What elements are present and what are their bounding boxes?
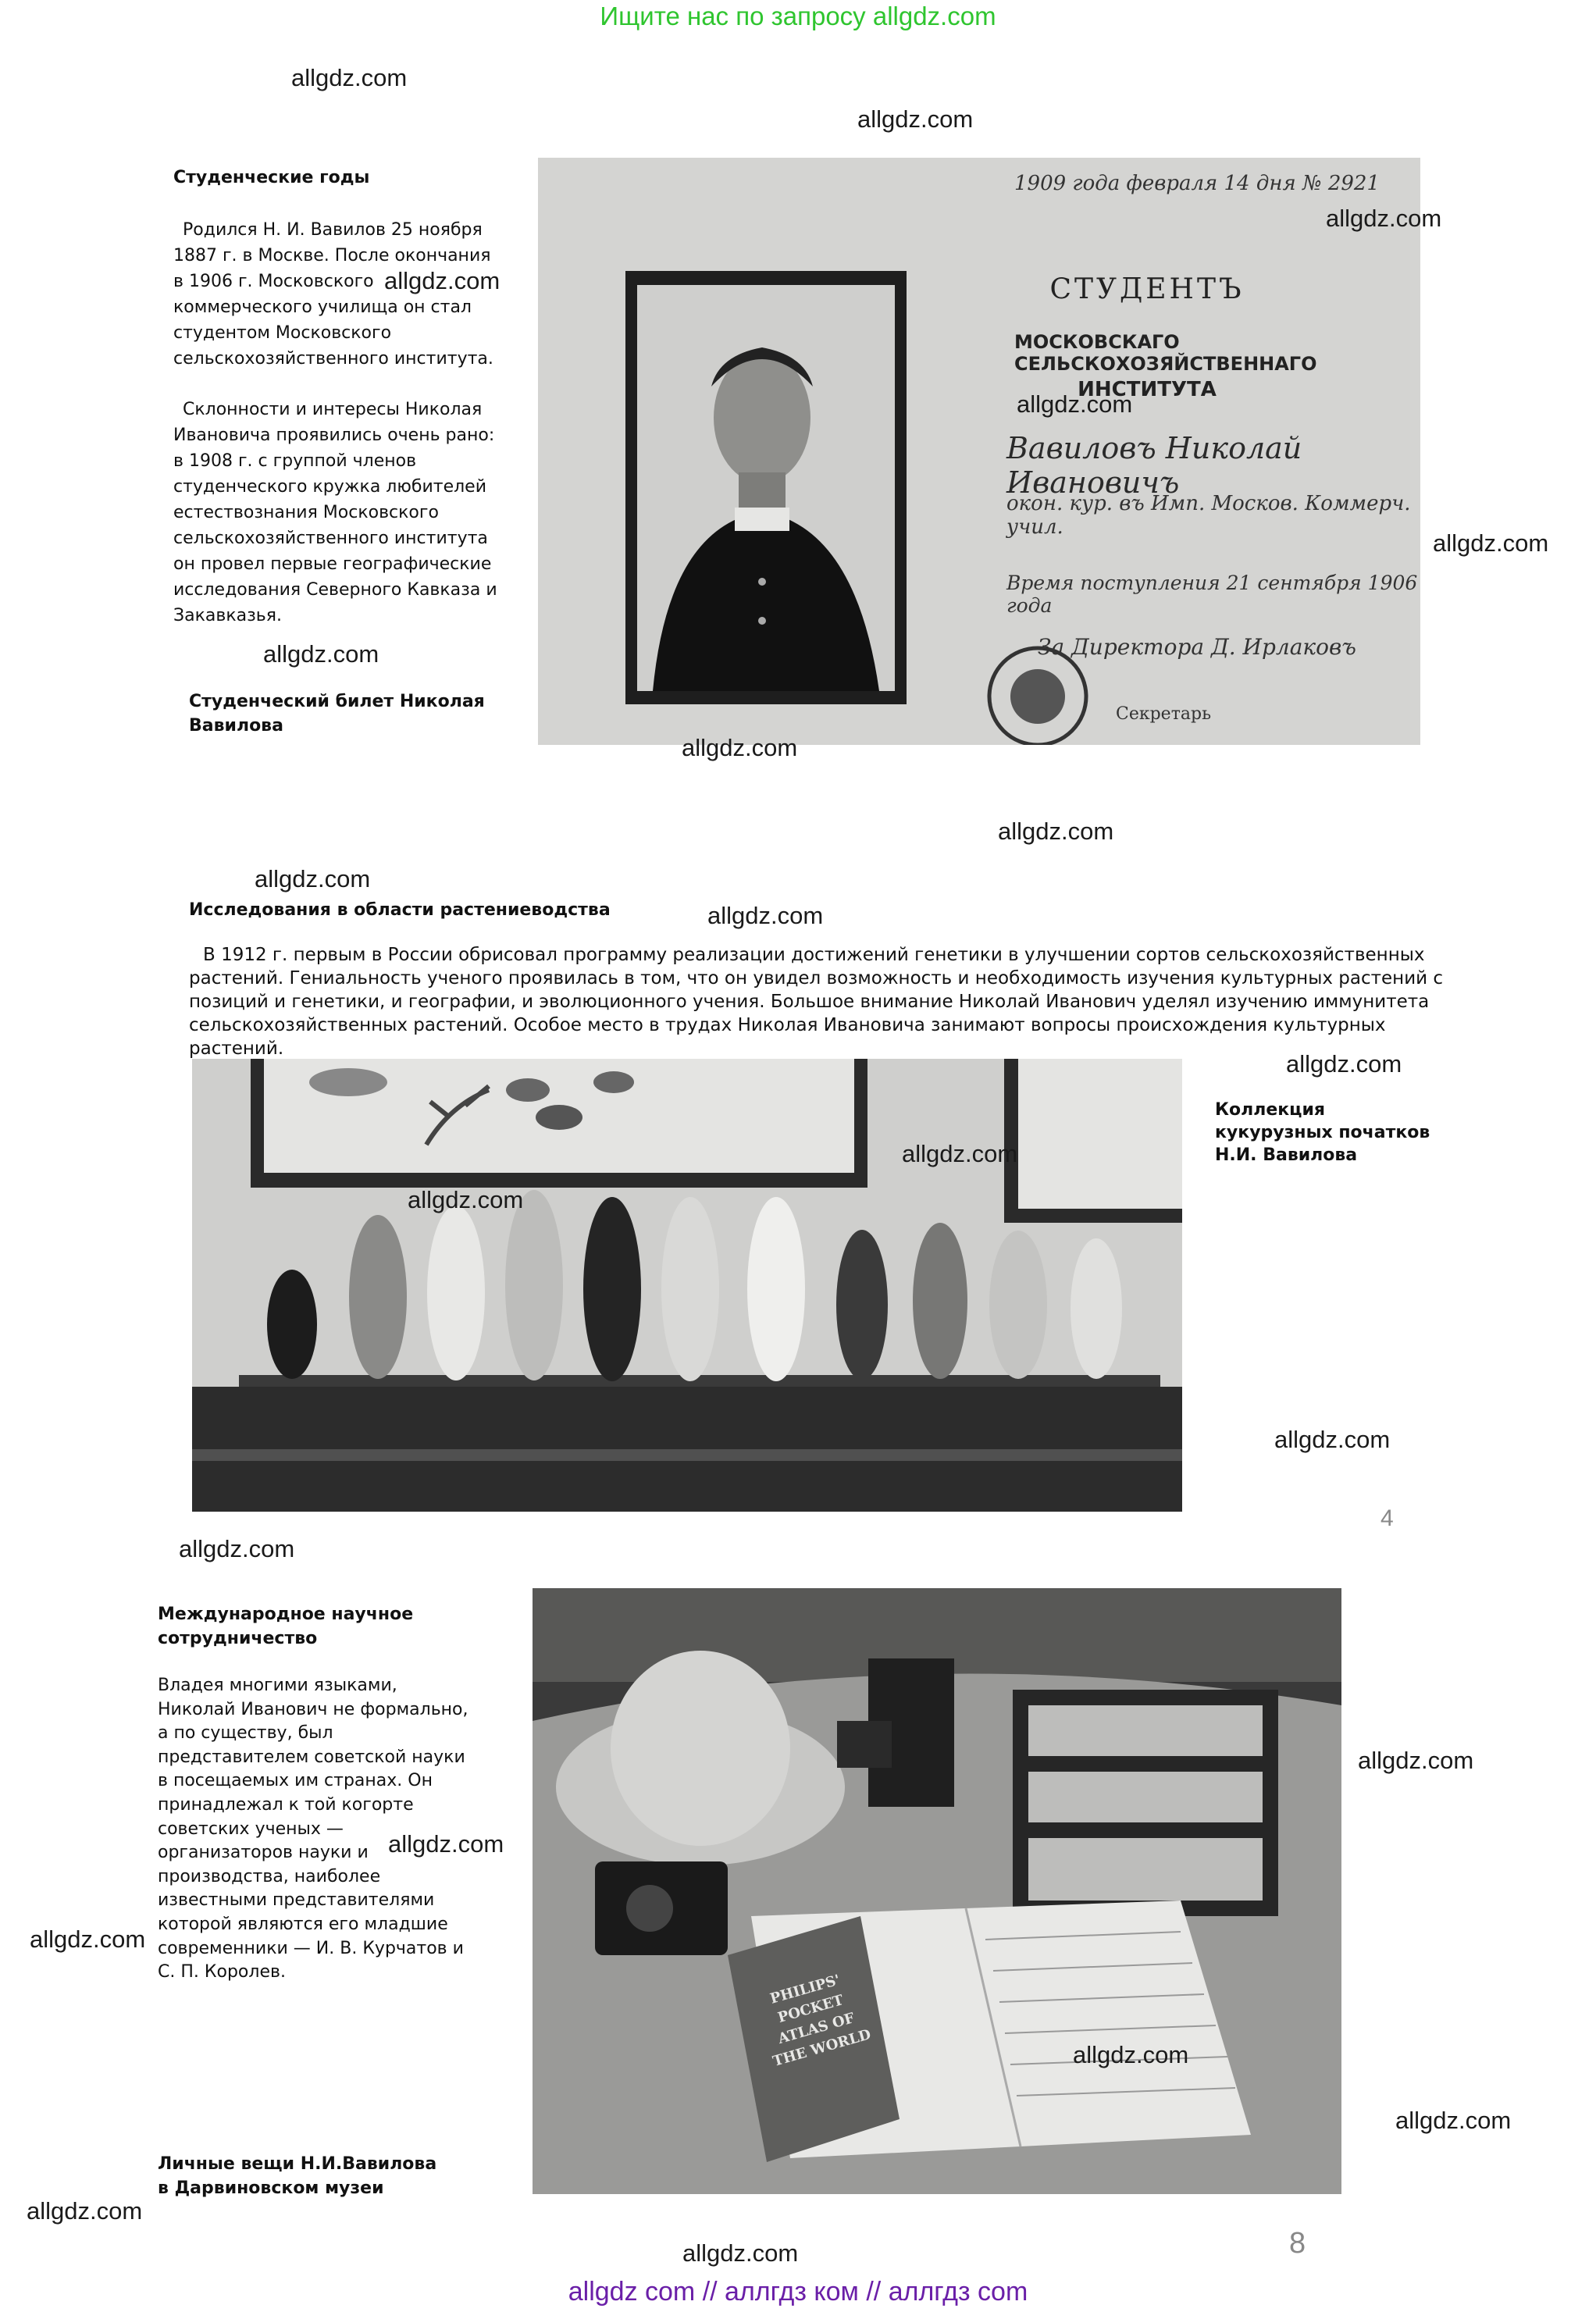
ticket-institute-line1: МОСКОВСКАГО СЕЛЬСКОХОЗЯЙСТВЕННАГО xyxy=(1014,331,1317,375)
watermark: allgdz.com xyxy=(263,640,379,668)
footer-links[interactable]: allgdz com // аллгдз ком // аллгдз com xyxy=(568,2277,1028,2307)
section1-para2: Склонности и интересы Николая Ивановича проявились очень рано: в 1908 г. с группой членов студенческого кружка любителей естествознания Московского сельскохозяйственного института он провел первые географические исследования Северного Кавказа и Закавказья. xyxy=(173,400,497,625)
watermark: allgdz.com xyxy=(388,1830,504,1858)
section2-caption: Коллекция кукурузных початков Н.И. Вавилова xyxy=(1215,1100,1430,1165)
watermark: allgdz.com xyxy=(1358,1747,1474,1774)
ticket-institute-line2: ИНСТИТУТА xyxy=(1078,378,1217,401)
watermark: allgdz.com xyxy=(857,105,974,133)
watermark: allgdz.com xyxy=(1433,529,1549,557)
ticket-date-line: 1909 года февраля 14 дня № 2921 xyxy=(1014,172,1380,195)
watermark: allgdz.com xyxy=(27,2197,143,2225)
ticket-secretary: Секретарь xyxy=(1116,704,1212,724)
ticket-admission: Время поступления 21 сентября 1906 года xyxy=(1006,572,1418,617)
watermark: allgdz.com xyxy=(902,1140,1018,1167)
personal-belongings-photo xyxy=(533,1588,1341,2194)
personal-belongings-image xyxy=(533,1588,1341,2194)
watermark: allgdz.com xyxy=(1274,1426,1391,1453)
watermark: allgdz.com xyxy=(1073,2041,1189,2068)
ticket-stamp xyxy=(983,642,1092,745)
watermark: allgdz.com xyxy=(408,1186,524,1213)
student-ticket-photo xyxy=(538,158,1420,745)
ticket-school: окон. кур. въ Имп. Москов. Коммерч. учил. xyxy=(1006,492,1411,539)
section1-caption: Студенческий билет Николая Вавилова xyxy=(189,692,485,736)
watermark: allgdz.com xyxy=(1395,2107,1512,2134)
section3-para: Владея многими языками, Николай Иванович не формально, а по существу, был представителем советской науки в посещаемых им странах. Он принадлежал к той когорте советских ученых — организаторов науки и производства, наиболее известными представителями которой являются его младшие современники — И. В. Курчатов и С. П. Королев. xyxy=(158,1676,468,1982)
watermark: allgdz.com xyxy=(384,267,501,294)
atlas-title: PHILIPS' POCKET ATLAS OF THE WORLD xyxy=(768,1972,873,2070)
watermark: allgdz.com xyxy=(1286,1050,1402,1078)
watermark: allgdz.com xyxy=(255,865,371,892)
section1-para1: Родился Н. И. Вавилов 25 ноября 1887 г. в Москве. После окончания в 1906 г. Московского коммерческого училища он стал студентом Московского сельскохозяйственного института. xyxy=(173,220,493,369)
section2-para: В 1912 г. первым в России обрисовал программу реализации достижений генетики в улучшении сортов сельскохозяйственных растений. Гениальность ученого проявилась в том, что он увидел возможность и необходимость изучения культурных растений с позиций и генетики, и географии, и эволюционного учения. Большое внимание Николай Иванович уделял изучению иммунитета сельскохозяйственных растений. Особое место в трудах Николая Ивановича занимают вопросы происхождения культурных растений. xyxy=(189,945,1444,1059)
watermark: allgdz.com xyxy=(707,902,824,929)
page-number-4: 4 xyxy=(1380,1505,1394,1531)
ticket-title: СТУДЕНТЪ xyxy=(1049,273,1245,305)
watermark: allgdz.com xyxy=(179,1535,295,1562)
ticket-director: За Директора Д. Ирлаковъ xyxy=(1038,634,1356,660)
top-banner[interactable]: Ищите нас по запросу allgdz.com xyxy=(600,2,996,30)
section3-heading: Международное научное сотрудничество xyxy=(158,1605,414,1648)
watermark: allgdz.com xyxy=(30,1925,146,1953)
portrait-image xyxy=(637,285,895,691)
corn-collection-image xyxy=(192,1059,1182,1512)
watermark: allgdz.com xyxy=(682,2239,799,2267)
watermark: allgdz.com xyxy=(998,818,1114,845)
section2-heading: Исследования в области растениеводства xyxy=(189,900,611,920)
corn-collection-photo xyxy=(192,1059,1182,1512)
page-number-8: 8 xyxy=(1289,2227,1306,2260)
watermark: allgdz.com xyxy=(291,64,408,91)
portrait-frame xyxy=(625,271,907,704)
ticket-student-name: Вавиловъ Николай Ивановичъ xyxy=(1006,431,1302,500)
section1-heading: Студенческие годы xyxy=(173,168,370,187)
watermark: allgdz.com xyxy=(682,734,798,761)
watermark: allgdz.com xyxy=(1017,390,1133,418)
watermark: allgdz.com xyxy=(1326,205,1442,232)
section3-caption: Личные вещи Н.И.Вавилова в Дарвиновском музеи xyxy=(158,2154,437,2198)
